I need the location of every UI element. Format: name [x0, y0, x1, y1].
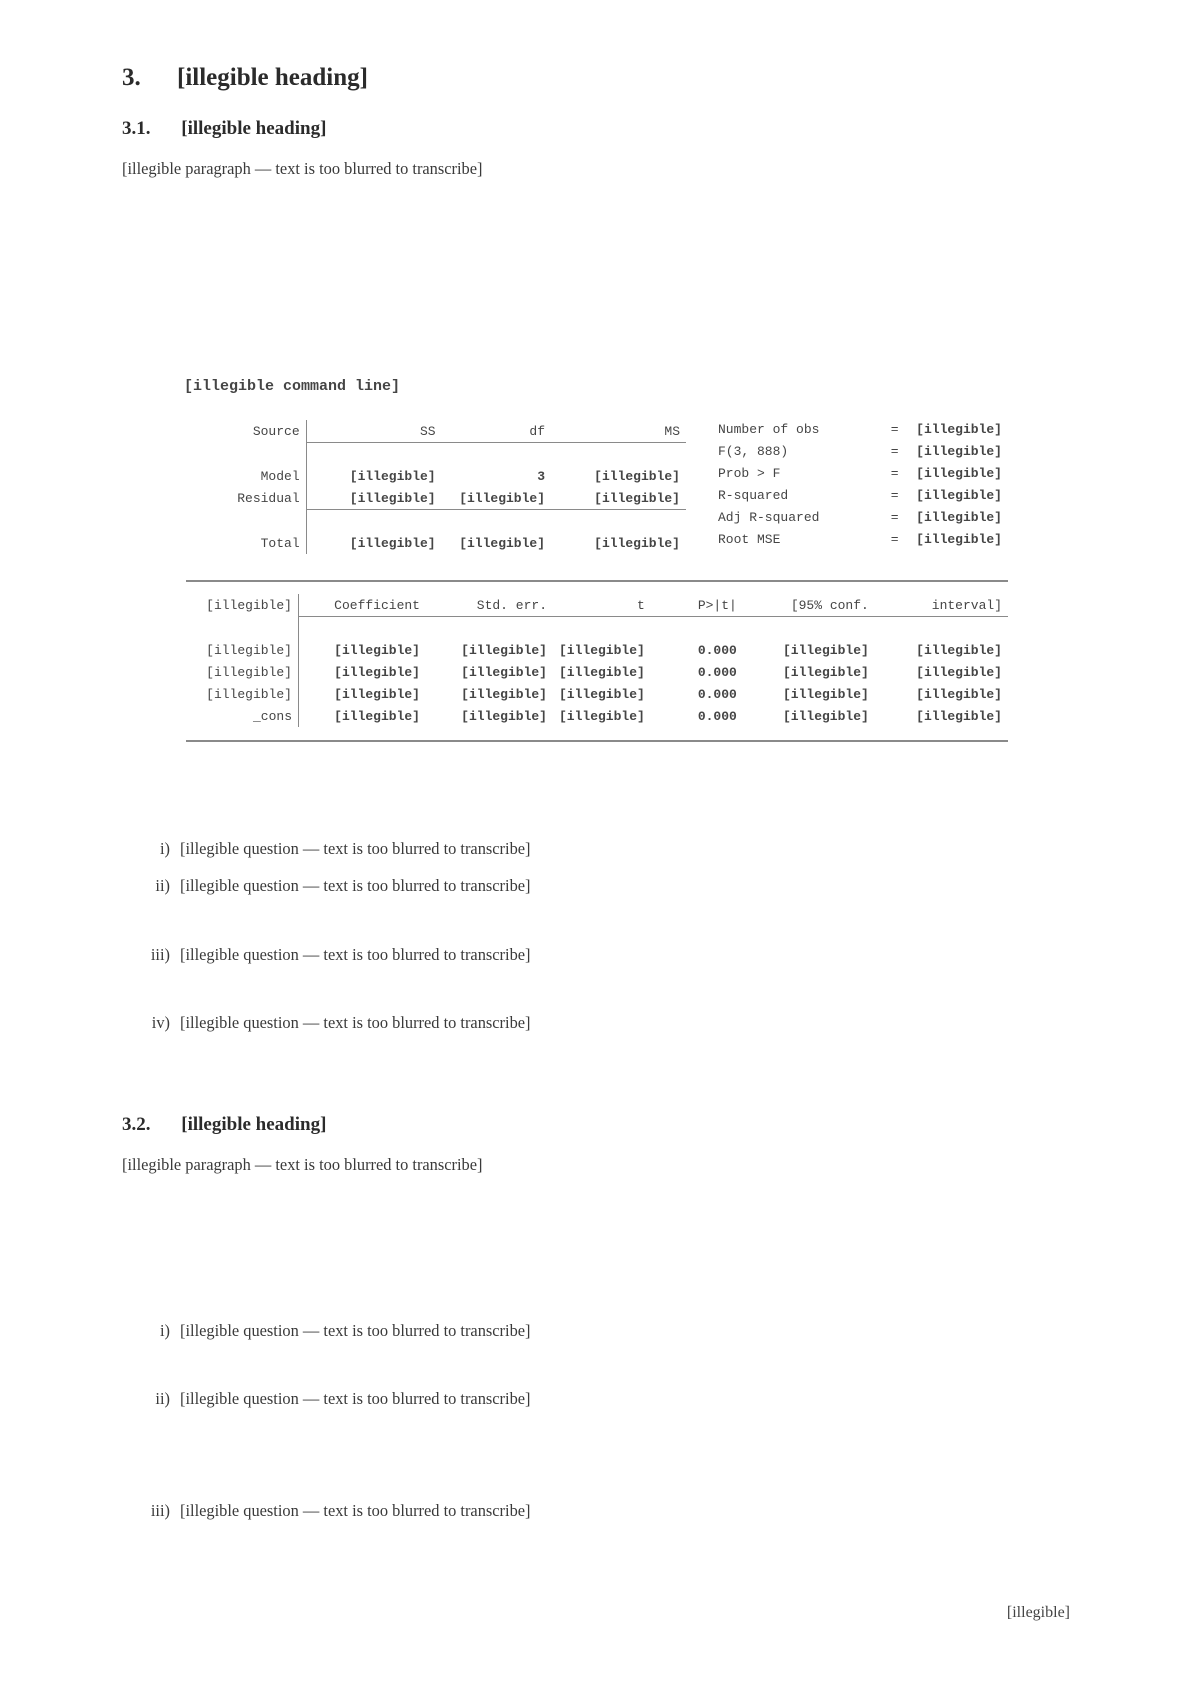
anova-ss: [illegible] [349, 490, 436, 506]
anova-source: Model [186, 465, 306, 487]
coef-row [186, 639, 1008, 661]
anova-header-ss: SS [420, 423, 436, 439]
stata-command: [illegible command line] [184, 378, 401, 395]
coef-hi: [illegible] [916, 686, 1002, 702]
fit-stat-row [712, 528, 1008, 550]
anova-source: Total [186, 532, 306, 554]
coef-header-t: t [637, 597, 645, 613]
anova-header-ms: MS [664, 423, 680, 439]
anova-ss: [illegible] [349, 468, 436, 484]
coef-se: [illegible] [461, 664, 547, 680]
coef-row [186, 705, 1008, 727]
fit-stat-eq: = [890, 509, 899, 525]
fit-stat-row [712, 506, 1008, 528]
coef-lo: [illegible] [783, 642, 869, 658]
fit-stat-label: Prob > F [718, 465, 781, 481]
anova-df: 3 [537, 468, 546, 484]
coef-value: [illegible] [334, 686, 420, 702]
fit-stat-eq: = [890, 465, 899, 481]
coef-lo: [illegible] [783, 708, 869, 724]
fit-stat-eq: = [890, 443, 899, 459]
fit-stat-value: [illegible] [916, 465, 1002, 481]
question-number: iii) [150, 945, 170, 964]
fit-stat-row [712, 440, 1008, 462]
coef-row [186, 683, 1008, 705]
coef-p: 0.000 [697, 686, 737, 702]
coef-p: 0.000 [697, 708, 737, 724]
coef-hi: [illegible] [916, 664, 1002, 680]
coef-p: 0.000 [697, 642, 737, 658]
coef-p: 0.000 [697, 664, 737, 680]
coef-se: [illegible] [461, 686, 547, 702]
coef-top-rule [186, 580, 1008, 582]
question-number: ii) [155, 876, 170, 895]
coef-t: [illegible] [559, 686, 645, 702]
question-text: [illegible question — text is too blurred to transcribe] [180, 876, 531, 895]
fit-stats [712, 418, 1008, 550]
fit-stat-label: R-squared [718, 487, 789, 503]
anova-row-residual [186, 487, 686, 510]
anova-header-df: df [529, 423, 546, 439]
anova-df: [illegible] [459, 535, 546, 551]
fit-stat-label: F(3, 888) [718, 443, 789, 459]
question-number: ii) [155, 1389, 170, 1408]
coef-value: [illegible] [334, 708, 420, 724]
subsection-a-title: [illegible heading] [181, 118, 327, 139]
fit-stat-value: [illegible] [916, 531, 1002, 547]
subsection-b-heading [122, 1114, 326, 1136]
anova-ms: [illegible] [594, 468, 680, 484]
coef-lo: [illegible] [783, 686, 869, 702]
anova-row-model [186, 465, 686, 487]
coef-header-coef: Coefficient [334, 597, 420, 613]
coef-hi: [illegible] [916, 708, 1002, 724]
intro-paragraph: [illegible paragraph — text is too blurred to transcribe] [122, 159, 483, 178]
fit-stat-eq: = [890, 531, 899, 547]
section-number: 3. [122, 64, 141, 91]
anova-ss: [illegible] [349, 535, 436, 551]
anova-header-row [186, 420, 686, 443]
subsection-b-number: 3.2. [122, 1114, 151, 1135]
coef-header-se: Std. err. [476, 597, 547, 613]
fit-stat-value: [illegible] [916, 509, 1002, 525]
coef-t: [illegible] [559, 642, 645, 658]
coef-t: [illegible] [559, 708, 645, 724]
section-title: [illegible heading] [177, 64, 368, 91]
coef-se: [illegible] [461, 642, 547, 658]
coef-var: [illegible] [186, 661, 299, 683]
anova-ms: [illegible] [594, 535, 680, 551]
coef-lo: [illegible] [783, 664, 869, 680]
fit-stat-row [712, 484, 1008, 506]
coef-header-var: [illegible] [186, 594, 299, 617]
fit-stat-value: [illegible] [916, 421, 1002, 437]
question-text: [illegible question — text is too blurred to transcribe] [180, 1501, 531, 1520]
question-number: iii) [150, 1501, 170, 1520]
question-text: [illegible question — text is too blurred to transcribe] [180, 1389, 531, 1408]
question-text: [illegible question — text is too blurred to transcribe] [180, 1321, 531, 1340]
fit-stat-eq: = [890, 421, 899, 437]
coef-row [186, 661, 1008, 683]
subsection-a-heading [122, 118, 326, 140]
coef-bottom-rule [186, 740, 1008, 742]
fit-stat-row [712, 418, 1008, 440]
anova-header-source: Source [186, 420, 306, 443]
section-heading [122, 64, 368, 92]
coef-hi: [illegible] [916, 642, 1002, 658]
coef-header-row [186, 594, 1008, 617]
coef-t: [illegible] [559, 664, 645, 680]
question-number: i) [159, 839, 170, 858]
question-text: [illegible question — text is too blurred to transcribe] [180, 839, 531, 858]
coef-header-hi: interval] [931, 597, 1002, 613]
subsection-b-title: [illegible heading] [181, 1114, 327, 1135]
fit-stat-value: [illegible] [916, 487, 1002, 503]
page-number: [illegible] [1006, 1604, 1070, 1621]
fit-stat-label: Number of obs [718, 421, 820, 437]
coef-var: _cons [186, 705, 299, 727]
question-text: [illegible question — text is too blurred to transcribe] [180, 945, 531, 964]
coef-header-lo: [95% conf. [790, 597, 869, 613]
coef-header-p: P>|t| [697, 597, 737, 613]
coef-var: [illegible] [186, 683, 299, 705]
fit-stat-label: Root MSE [718, 531, 781, 547]
coef-value: [illegible] [334, 664, 420, 680]
question-number: i) [159, 1321, 170, 1340]
coef-se: [illegible] [461, 708, 547, 724]
question-text: [illegible question — text is too blurred to transcribe] [180, 1013, 531, 1032]
fit-stat-label: Adj R-squared [718, 509, 820, 525]
fit-stat-eq: = [890, 487, 899, 503]
fit-stat-value: [illegible] [916, 443, 1002, 459]
fit-stat-row [712, 462, 1008, 484]
anova-row-total [186, 532, 686, 554]
question-number: iv) [151, 1013, 170, 1032]
subsection-a-number: 3.1. [122, 118, 151, 139]
coef-var: [illegible] [186, 639, 299, 661]
anova-df: [illegible] [459, 490, 546, 506]
anova-table [186, 420, 686, 554]
paragraph-b: [illegible paragraph — text is too blurred to transcribe] [122, 1155, 483, 1174]
anova-source: Residual [186, 487, 306, 510]
coef-table [186, 594, 1008, 727]
coef-value: [illegible] [334, 642, 420, 658]
anova-ms: [illegible] [594, 490, 680, 506]
